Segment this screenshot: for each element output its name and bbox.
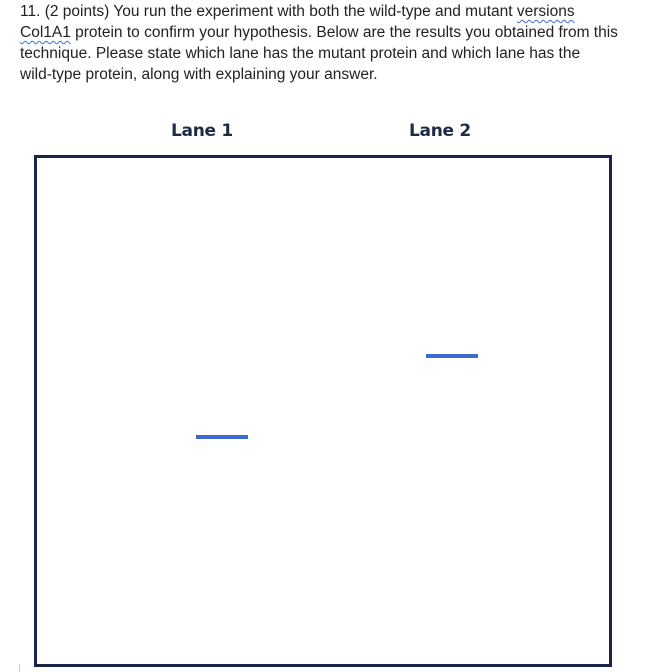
question-line-1: 11. (2 points) You run the experiment with both the wild-type and mutant versions [20,3,575,20]
question-line-3: technique. Please state which lane has the mutant protein and which lane has the [20,45,581,62]
spellcheck-flagged-word: Col1A1 [20,24,71,41]
lane-1-band [196,435,248,439]
question-text [20,1,650,85]
question-line-2: Col1A1 protein to confirm your hypothesis. Below are the results you obtained from this [20,24,618,41]
lane-2-band [426,354,478,358]
question-line-4: wild-type protein, along with explaining your answer. [20,66,378,83]
lane-2-label: Lane 2 [409,121,471,141]
spellcheck-flagged-word: versions [516,3,575,20]
lane-1-label: Lane 1 [171,121,233,141]
gel-frame [34,155,612,667]
text-cursor-mark [19,664,20,672]
